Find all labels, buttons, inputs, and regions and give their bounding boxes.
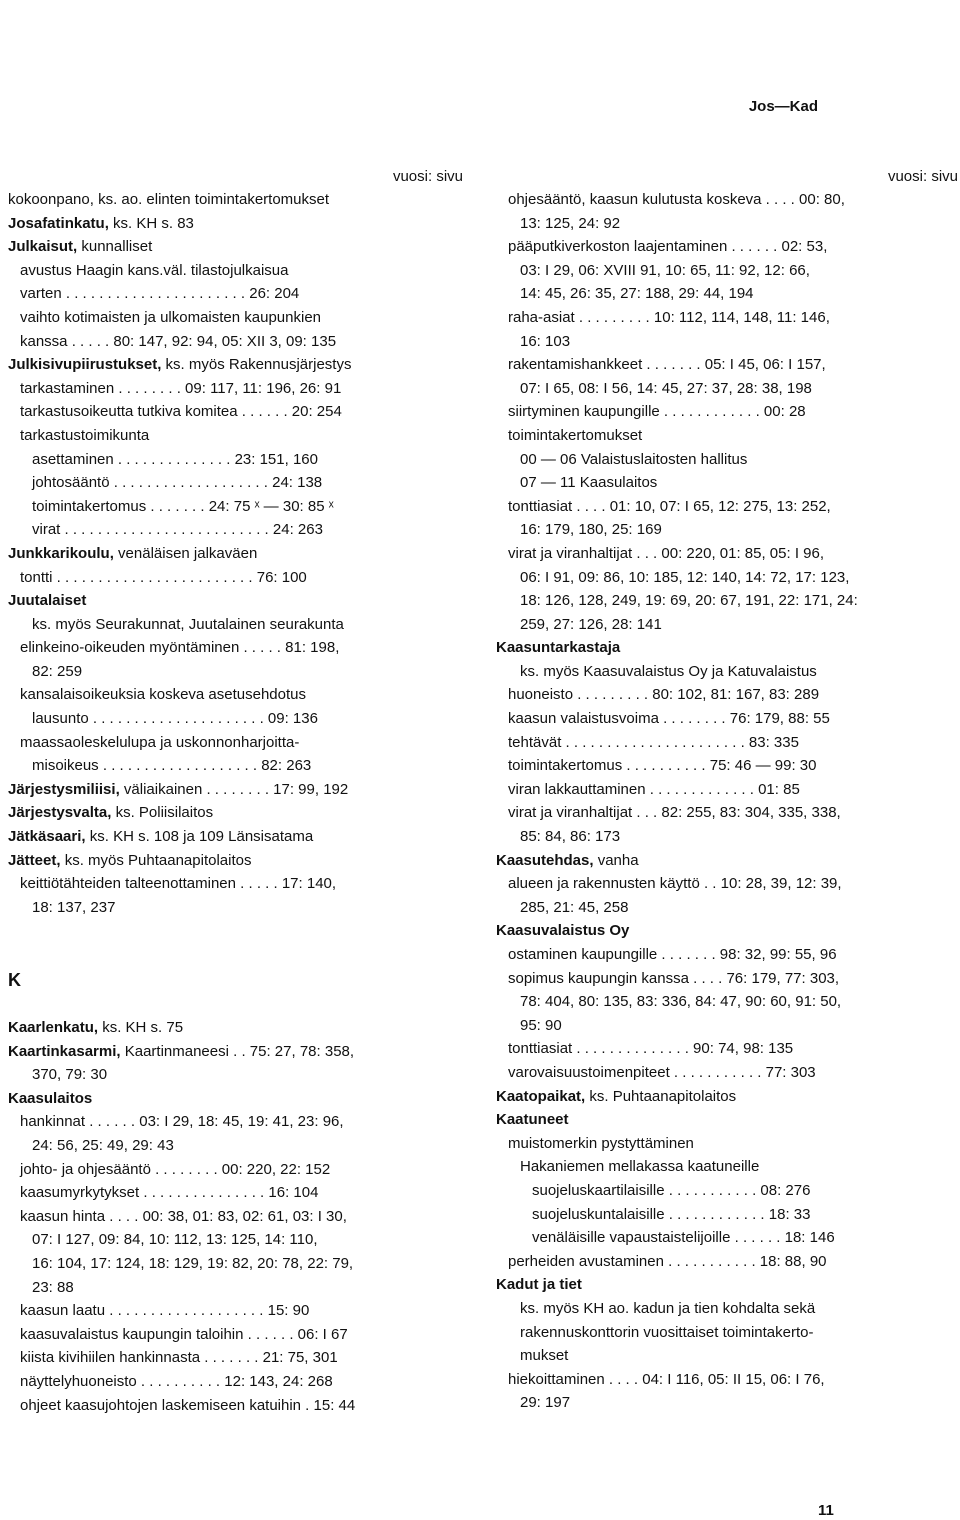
page-number: 11: [818, 1502, 834, 1519]
index-line: [496, 1155, 958, 1179]
index-text: ks. KH s. 108 ja 109 Länsisatama: [85, 828, 314, 846]
index-line: [496, 1108, 958, 1132]
index-text: 07 — 11 Kaasulaitos: [520, 474, 658, 492]
index-term: Kaartinkasarmi,: [8, 1042, 121, 1060]
index-line: [8, 188, 463, 212]
index-text: 24: 56, 25: 49, 29: 43: [32, 1136, 174, 1154]
index-line: [8, 683, 463, 707]
index-line: [8, 872, 463, 896]
index-text: väliaikainen . . . . . . . . 17: 99, 192: [119, 780, 349, 798]
index-line: [496, 1037, 958, 1061]
index-line: [496, 1391, 958, 1415]
index-text: mukset: [520, 1347, 569, 1365]
index-line: [8, 424, 463, 448]
index-term: Julkisivupiirustukset,: [8, 356, 162, 374]
column-heading: vuosi: sivu: [392, 168, 463, 185]
index-line: [496, 235, 958, 259]
left-column: [8, 166, 463, 919]
index-line: [8, 1323, 463, 1347]
index-text: kaasun valaistusvoima . . . . . . . . 76: 179, 88: 55: [508, 710, 830, 728]
index-line: [496, 943, 958, 967]
index-line: [8, 896, 463, 920]
index-line: [496, 1132, 958, 1156]
index-text: ks. Poliisilaitos: [111, 804, 214, 822]
index-line: [8, 1063, 463, 1087]
index-line: [496, 1014, 958, 1038]
index-line: [8, 471, 463, 495]
index-line: [8, 282, 463, 306]
index-line: [8, 1205, 463, 1229]
index-term: Juutalaiset: [8, 592, 87, 610]
index-text: toimintakertomukset: [508, 426, 643, 444]
index-text: 07: I 65, 08: I 56, 14: 45, 27: 37, 28: 38, 198: [520, 379, 812, 397]
index-line: [8, 377, 463, 401]
index-text: kanssa . . . . . 80: 147, 92: 94, 05: XII 3, 09: 135: [20, 332, 337, 350]
index-line: [496, 1344, 958, 1368]
index-text: ks. KH s. 75: [98, 1019, 184, 1036]
index-text: 18: 126, 128, 249, 19: 69, 20: 67, 191, 22: 171, 24:: [520, 592, 858, 610]
index-text: 285, 21: 45, 258: [520, 898, 629, 916]
index-text: 00 — 06 Valaistuslaitosten hallitus: [520, 450, 748, 468]
index-line: [8, 1040, 463, 1064]
index-line: [496, 1321, 958, 1345]
index-text: 78: 404, 80: 135, 83: 336, 84: 47, 90: 60, 91: 50,: [520, 993, 842, 1011]
index-line: [8, 330, 463, 354]
index-line: [8, 1299, 463, 1323]
index-line: [496, 518, 958, 542]
index-line: [8, 306, 463, 330]
index-text: tonttiasiat . . . . . . . . . . . . . . 90: 74, 98: 135: [508, 1040, 794, 1058]
index-text: ks. myös KH ao. kadun ja tien kohdalta sekä: [520, 1299, 816, 1317]
index-text: toimintakertomus . . . . . . . 24: 75 ˣ — 30: 85 ˣ: [32, 497, 334, 515]
index-line: [496, 353, 958, 377]
index-line: [8, 825, 463, 849]
index-text: ks. myös Puhtaanapitolaitos: [60, 851, 252, 869]
index-text: pääputkiverkoston laajentaminen . . . . . . 02: 53,: [508, 238, 828, 256]
index-term: Kaarlenkatu,: [8, 1019, 99, 1036]
index-line: [8, 448, 463, 472]
index-line: [8, 849, 463, 873]
index-line: [8, 1158, 463, 1182]
index-line: [8, 1087, 463, 1111]
index-term: Kaasuntarkastaja: [496, 639, 621, 657]
running-header: Jos—Kad: [748, 98, 818, 115]
index-text: hankinnat . . . . . . 03: I 29, 18: 45, 19: 41, 23: 96,: [20, 1113, 344, 1131]
index-line: [496, 1226, 958, 1250]
index-line: [496, 660, 958, 684]
index-text: 03: I 29, 06: XVIII 91, 10: 65, 11: 92, 12: 66,: [520, 261, 810, 279]
index-text: vanha: [593, 851, 639, 869]
index-line: [496, 1368, 958, 1392]
index-line: [8, 212, 463, 236]
index-text: hiekoittaminen . . . . 04: I 116, 05: II 15, 06: I 76,: [508, 1370, 825, 1388]
index-text: 06: I 91, 09: 86, 10: 185, 12: 140, 14: 72, 17: 123,: [520, 568, 850, 586]
index-text: 23: 88: [32, 1278, 74, 1296]
index-line: [8, 636, 463, 660]
index-line: [496, 1061, 958, 1085]
index-text: 16: 104, 17: 124, 18: 129, 19: 82, 20: 78, 22: 79,: [32, 1254, 354, 1272]
index-line: [8, 518, 463, 542]
index-line: [8, 495, 463, 519]
index-text: misoikeus . . . . . . . . . . . . . . . . . . . 82: 263: [32, 757, 312, 775]
index-line: [8, 259, 463, 283]
right-column: [496, 166, 958, 1415]
index-line: [496, 1250, 958, 1274]
index-text: 14: 45, 26: 35, 27: 188, 29: 44, 194: [520, 285, 754, 303]
index-line: [8, 1134, 463, 1158]
index-text: tontti . . . . . . . . . . . . . . . . . . . . . . . . 76: 100: [20, 568, 307, 586]
index-text: tonttiasiat . . . . 01: 10, 07: I 65, 12: 275, 13: 252,: [508, 497, 831, 515]
index-line: [496, 589, 958, 613]
index-text: sopimus kaupungin kanssa . . . . 76: 179, 77: 303,: [508, 969, 840, 987]
index-text: 82: 259: [32, 662, 83, 680]
index-line: [8, 353, 463, 377]
index-line: [496, 967, 958, 991]
index-text: kaasumyrkytykset . . . . . . . . . . . . . . . 16: 104: [20, 1184, 319, 1202]
index-text: tarkastaminen . . . . . . . . 09: 117, 11: 196, 26: 91: [20, 379, 342, 397]
index-term: Kadut ja tiet: [496, 1276, 582, 1294]
index-line: [8, 613, 463, 637]
index-term: Kaatopaikat,: [496, 1087, 586, 1105]
index-text: perheiden avustaminen . . . . . . . . . . . 18: 88, 90: [508, 1252, 827, 1270]
index-text: viran lakkauttaminen . . . . . . . . . . . . . 01: 85: [508, 780, 800, 798]
index-text: muistomerkin pystyttäminen: [508, 1134, 694, 1152]
index-text: asettaminen . . . . . . . . . . . . . . 23: 151, 160: [32, 450, 318, 468]
index-line: [496, 1297, 958, 1321]
index-line: [8, 1252, 463, 1276]
index-text: 85: 84, 86: 173: [520, 828, 621, 846]
index-text: ks. Puhtaanapitolaitos: [585, 1087, 737, 1105]
index-line: [8, 801, 463, 825]
index-line: [496, 542, 958, 566]
index-text: siirtyminen kaupungille . . . . . . . . . . . . 00: 28: [508, 403, 806, 421]
index-line: [496, 400, 958, 424]
index-term: Järjestysmiliisi,: [8, 780, 120, 798]
index-text: 07: I 127, 09: 84, 10: 112, 13: 125, 14: 110,: [32, 1231, 318, 1249]
index-line: [8, 778, 463, 802]
index-text: 18: 137, 237: [32, 898, 116, 916]
index-line: [496, 613, 958, 637]
index-line: [496, 330, 958, 354]
index-line: [8, 235, 463, 259]
index-line: [496, 471, 958, 495]
index-text: virat ja viranhaltijat . . . 82: 255, 83: 304, 335, 338,: [508, 804, 841, 822]
index-text: keittiötähteiden talteenottaminen . . . . . 17: 140,: [20, 875, 337, 893]
index-line: [496, 448, 958, 472]
index-text: avustus Haagin kans.väl. tilastojulkaisua: [20, 261, 289, 279]
index-text: kaasun laatu . . . . . . . . . . . . . . . . . . . 15: 90: [20, 1302, 310, 1320]
index-text: maassaoleskelulupa ja uskonnonharjoitta-: [20, 733, 300, 751]
index-line: [496, 778, 958, 802]
index-line: [496, 306, 958, 330]
index-line: [496, 188, 958, 212]
index-line: [496, 566, 958, 590]
index-entries-j: [8, 188, 463, 919]
index-text: Hakaniemen mellakassa kaatuneille: [520, 1158, 760, 1176]
index-text: virat ja viranhaltijat . . . 00: 220, 01: 85, 05: I 96,: [508, 544, 825, 562]
index-line: [8, 400, 463, 424]
index-entries-right: [496, 188, 958, 1415]
index-text: 16: 103: [520, 332, 571, 350]
index-text: 370, 79: 30: [32, 1066, 108, 1084]
index-line: [496, 636, 958, 660]
index-line: [8, 589, 463, 613]
index-term: Kaasulaitos: [8, 1089, 93, 1107]
index-text: kaasuvalaistus kaupungin taloihin . . . . . . 06: I 67: [20, 1325, 348, 1343]
index-text: 13: 125, 24: 92: [520, 214, 621, 232]
index-text: kunnalliset: [77, 238, 153, 256]
index-line: [496, 801, 958, 825]
index-line: [8, 542, 463, 566]
index-text: suojeluskaartilaisille . . . . . . . . . . . 08: 276: [532, 1181, 811, 1199]
index-text: vaihto kotimaisten ja ulkomaisten kaupunkien: [20, 308, 322, 326]
index-line: [496, 495, 958, 519]
index-line: [496, 754, 958, 778]
index-term: Järjestysvalta,: [8, 804, 112, 822]
index-line: [496, 707, 958, 731]
index-line: [496, 1273, 958, 1297]
index-text: rakennuskonttorin vuosittaiset toimintakerto-: [520, 1323, 814, 1341]
index-line: [8, 1228, 463, 1252]
index-line: [496, 424, 958, 448]
index-text: johtosääntö . . . . . . . . . . . . . . . . . . . 24: 138: [32, 474, 323, 492]
index-line: [8, 660, 463, 684]
index-text: ostaminen kaupungille . . . . . . . 98: 32, 99: 55, 96: [508, 946, 837, 963]
index-line: [496, 1085, 958, 1109]
index-text: kaasun hinta . . . . 00: 38, 01: 83, 02: 61, 03: I 30,: [20, 1207, 347, 1225]
index-term: Jätteet,: [8, 851, 61, 869]
index-line: [496, 259, 958, 283]
left-column-k: [8, 1016, 463, 1417]
index-line: [8, 566, 463, 590]
index-text: elinkeino-oikeuden myöntäminen . . . . . 81: 198,: [20, 639, 340, 657]
index-term: Kaatuneet: [496, 1111, 569, 1129]
index-text: kiista kivihiilen hankinnasta . . . . . . . 21: 75, 301: [20, 1349, 338, 1367]
index-line: [8, 1346, 463, 1370]
index-line: [8, 1110, 463, 1134]
index-entries-k: [8, 1016, 463, 1417]
index-line: [8, 1016, 463, 1040]
index-term: Josafatinkatu,: [8, 214, 109, 232]
index-text: ohjeet kaasujohtojen laskemiseen katuihin . 15: 44: [20, 1396, 356, 1414]
index-text: 16: 179, 180, 25: 169: [520, 521, 662, 539]
index-term: Kaasuvalaistus Oy: [496, 922, 630, 940]
index-text: 95: 90: [520, 1016, 562, 1034]
index-line: [8, 754, 463, 778]
index-term: Junkkarikoulu,: [8, 544, 114, 562]
index-text: huoneisto . . . . . . . . . 80: 102, 81: 167, 83: 289: [508, 686, 820, 704]
index-line: [8, 707, 463, 731]
index-text: suojeluskuntalaisille . . . . . . . . . . . . 18: 33: [532, 1205, 811, 1223]
index-text: venäläisille vapaustaistelijoille . . . . . . 18: 146: [532, 1229, 835, 1247]
index-text: tehtävät . . . . . . . . . . . . . . . . . . . . . . 83: 335: [508, 733, 799, 751]
index-text: toimintakertomus . . . . . . . . . . 75: 46 — 99: 30: [508, 757, 817, 775]
index-line: [496, 282, 958, 306]
index-text: raha-asiat . . . . . . . . . 10: 112, 114, 148, 11: 146,: [508, 308, 830, 326]
index-line: [496, 1179, 958, 1203]
index-line: [496, 849, 958, 873]
index-text: ks. KH s. 83: [108, 214, 194, 232]
index-text: näyttelyhuoneisto . . . . . . . . . . 12: 143, 24: 268: [20, 1372, 333, 1390]
index-text: 29: 197: [520, 1394, 571, 1412]
index-line: [496, 825, 958, 849]
index-line: [8, 1370, 463, 1394]
column-heading: vuosi: sivu: [887, 168, 958, 185]
index-text: kokoonpano, ks. ao. elinten toimintakertomukset: [8, 191, 330, 208]
index-text: Kaartinmaneesi . . 75: 27, 78: 358,: [120, 1042, 355, 1060]
index-text: 259, 27: 126, 28: 141: [520, 615, 662, 633]
section-letter: K: [8, 970, 21, 990]
index-text: rakentamishankkeet . . . . . . . 05: I 45, 06: I 157,: [508, 356, 826, 374]
index-line: [8, 1276, 463, 1300]
index-text: tarkastusoikeutta tutkiva komitea . . . . . . 20: 254: [20, 403, 342, 421]
index-text: ks. myös Seurakunnat, Juutalainen seurakunta: [32, 615, 344, 633]
index-text: lausunto . . . . . . . . . . . . . . . . . . . . . 09: 136: [32, 710, 318, 728]
index-line: [496, 990, 958, 1014]
index-text: tarkastustoimikunta: [20, 426, 150, 444]
index-term: Julkaisut,: [8, 238, 78, 256]
index-text: virat . . . . . . . . . . . . . . . . . . . . . . . . . 24: 263: [32, 521, 323, 539]
index-line: [496, 896, 958, 920]
index-text: ks. myös Rakennusjärjestys: [161, 356, 352, 374]
index-text: johto- ja ohjesääntö . . . . . . . . 00: 220, 22: 152: [20, 1160, 331, 1178]
index-line: [496, 377, 958, 401]
index-line: [8, 1394, 463, 1418]
index-line: [496, 872, 958, 896]
index-text: venäläisen jalkaväen: [113, 544, 258, 562]
index-text: ohjesääntö, kaasun kulutusta koskeva . . . . 00: 80,: [508, 191, 845, 208]
index-line: [496, 212, 958, 236]
index-line: [496, 919, 958, 943]
index-term: Kaasutehdas,: [496, 851, 594, 869]
index-text: ks. myös Kaasuvalaistus Oy ja Katuvalaistus: [520, 662, 817, 680]
index-text: varovaisuustoimenpiteet . . . . . . . . . . . 77: 303: [508, 1063, 816, 1081]
index-text: varten . . . . . . . . . . . . . . . . . . . . . . 26: 204: [20, 285, 300, 303]
index-text: alueen ja rakennusten käyttö . . 10: 28, 39, 12: 39,: [508, 875, 842, 893]
index-line: [8, 1181, 463, 1205]
index-line: [496, 1203, 958, 1227]
index-line: [8, 731, 463, 755]
index-line: [496, 731, 958, 755]
index-text: kansalaisoikeuksia koskeva asetusehdotus: [20, 686, 307, 704]
index-term: Jätkäsaari,: [8, 828, 86, 846]
index-line: [496, 683, 958, 707]
